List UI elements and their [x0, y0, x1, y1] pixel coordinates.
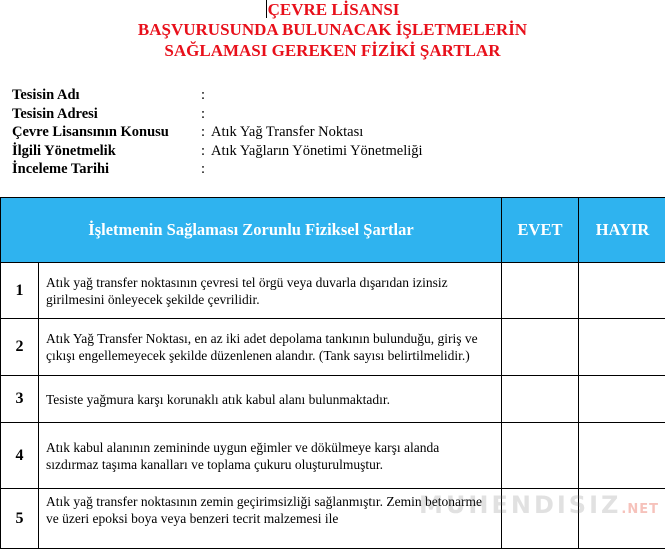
watermark-logo: MUHENDISIZ.NET	[419, 491, 659, 519]
info-row-facility-address	[12, 105, 423, 124]
requirement-text: Atık kabul alanının zemininde uygun eğimler ve dökülmeye karşı alanda sızdırmaz taşıma kanalları ve toplama çukuru oluşturulmuştur.	[39, 423, 502, 489]
info-value[interactable]: Atık Yağ Transfer Noktası	[211, 123, 363, 142]
yes-cell[interactable]	[502, 263, 579, 319]
row-number: 1	[1, 263, 39, 319]
title-line-2: BAŞVURUSUNDA BULUNACAK İŞLETMELERİN	[0, 20, 665, 40]
table-row	[1, 376, 665, 423]
yes-cell[interactable]	[502, 423, 579, 489]
no-cell[interactable]	[579, 263, 665, 319]
requirement-column-header: İşletmenin Sağlaması Zorunlu Fiziksel Şartlar	[1, 198, 502, 263]
info-colon: :	[201, 160, 211, 179]
info-label: İnceleme Tarihi	[12, 160, 201, 179]
info-label: Tesisin Adı	[12, 86, 201, 105]
info-value[interactable]: Atık Yağların Yönetimi Yönetmeliği	[211, 142, 423, 161]
no-cell[interactable]	[579, 423, 665, 489]
table-row	[1, 263, 665, 319]
yes-column-header: EVET	[502, 198, 579, 263]
info-colon: :	[201, 105, 211, 124]
row-number: 2	[1, 319, 39, 376]
info-colon: :	[201, 123, 211, 142]
table-row	[1, 319, 665, 376]
yes-cell[interactable]	[502, 376, 579, 423]
table-row	[1, 423, 665, 489]
title-line-3: SAĞLAMASI GEREKEN FİZİKİ ŞARTLAR	[0, 41, 665, 61]
title-line-1: ÇEVRE LİSANSI	[0, 0, 665, 20]
no-column-header: HAYIR	[579, 198, 665, 263]
text-cursor	[266, 0, 267, 18]
row-number: 3	[1, 376, 39, 423]
info-row-inspection-date	[12, 160, 423, 179]
info-row-facility-name	[12, 86, 423, 105]
info-label: Çevre Lisansının Konusu	[12, 123, 201, 142]
requirement-text: Atık yağ transfer noktasının zemin geçirimsizliği sağlanmıştır. Zemin betonarme ve üzeri epoksi boya veya benzeri tecrit malzemesi ile	[39, 489, 502, 549]
requirement-text: Tesiste yağmura karşı korunaklı atık kabul alanı bulunmaktadır.	[39, 376, 502, 423]
info-colon: :	[201, 142, 211, 161]
info-colon: :	[201, 86, 211, 105]
requirement-text: Atık Yağ Transfer Noktası, en az iki adet depolama tankının bulunduğu, giriş ve çıkışı engellemeyecek şekilde düzenlenen alandır. (Tank sayısı belirtilmelidir.)	[39, 319, 502, 376]
requirement-text: Atık yağ transfer noktasının çevresi tel örgü veya duvarla dışarıdan izinsiz girilmesini önleyecek şekilde çevrilidir.	[39, 263, 502, 319]
no-cell[interactable]	[579, 376, 665, 423]
yes-cell[interactable]	[502, 319, 579, 376]
info-row-regulation	[12, 142, 423, 161]
table-header-row	[1, 198, 665, 263]
info-label: İlgili Yönetmelik	[12, 142, 201, 161]
info-row-license-subject	[12, 123, 423, 142]
row-number: 5	[1, 489, 39, 549]
facility-info	[12, 86, 423, 179]
row-number: 4	[1, 423, 39, 489]
info-label: Tesisin Adresi	[12, 105, 201, 124]
no-cell[interactable]	[579, 319, 665, 376]
